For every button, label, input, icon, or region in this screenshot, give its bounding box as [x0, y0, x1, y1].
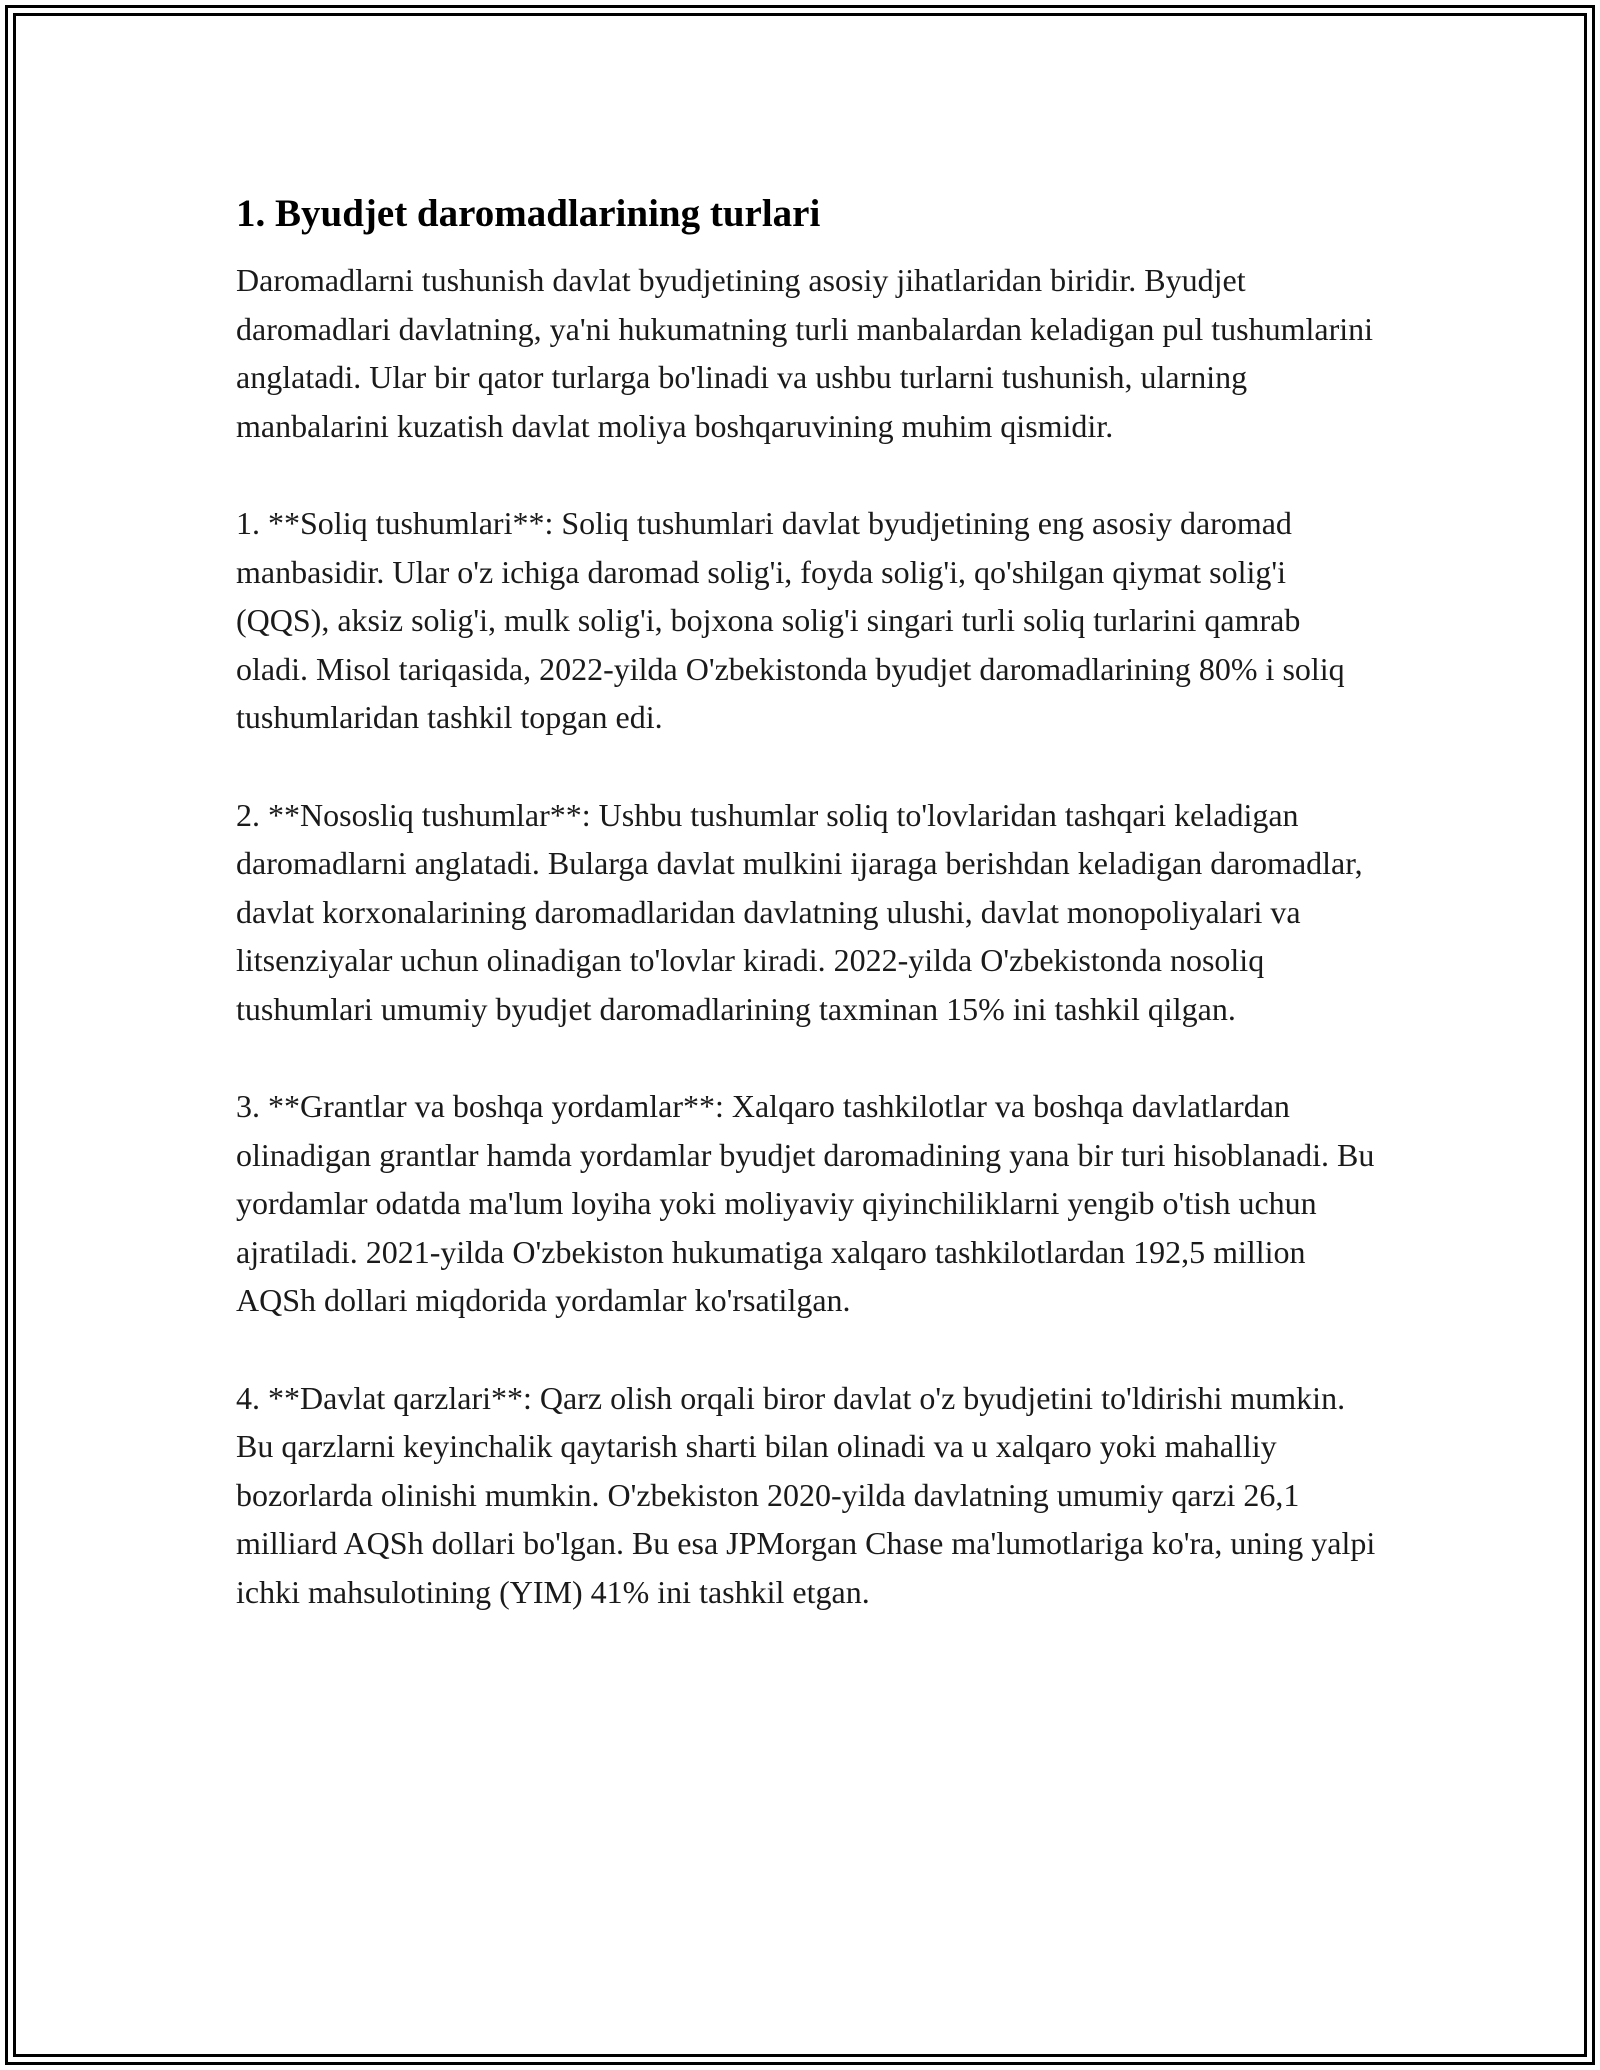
list-item-non-tax-revenue: 2. **Nososliq tushumlar**: Ushbu tushumlar soliq to'lovlaridan tashqari keladigan daromadlarni anglatadi. Bularga davlat mulkini ijaraga berishdan keladigan daromadlar, davlat korxonalarining daromadlaridan davlatning ulushi, davlat monopoliyalari va litsenziyalar uchun olinadigan to'lovlar kiradi. 2022-yilda O'zbekistonda nosoliq tushumlari umumiy byudjet daromadlarining taxminan 15% ini tashkil qilgan. — [236, 796, 1363, 1027]
list-item-tax-revenue: 1. **Soliq tushumlari**: Soliq tushumlari davlat byudjetining eng asosiy daromad manbasidir. Ular o'z ichiga daromad solig'i, foyda solig'i, qo'shilgan qiymat solig'i (QQS), aksiz solig'i, mulk solig'i, bojxona solig'i singari turli soliq turlarini qamrab oladi. Misol tariqasida, 2022-yilda O'zbekistonda byudjet daromadlarining 80% i soliq tushumlaridan tashkil topgan edi. — [236, 504, 1345, 736]
list-item-grants: 3. **Grantlar va boshqa yordamlar**: Xalqaro tashkilotlar va boshqa davlatlardan olinadigan grantlar hamda yordamlar byudjet daromadining yana bir turi hisoblanadi. Bu yordamlar odatda ma'lum loyiha yoki moliyaviy qiyinchiliklarni yengib o'tish uchun ajratiladi. 2021-yilda O'zbekiston hukumatiga xalqaro tashkilotlardan 192,5 million AQSh dollari miqdorida yordamlar ko'rsatilgan. — [236, 1088, 1375, 1319]
document-body — [236, 186, 1376, 1617]
list-item-state-debt: 4. **Davlat qarzlari**: Qarz olish orqali biror davlat o'z byudjetini to'ldirishi mumkin. Bu qarzlarni keyinchalik qaytarish sharti bilan olinadi va u xalqaro yoki mahalliy bozorlarda olinishi mumkin. O'zbekiston 2020-yilda davlatning umumiy qarzi 26,1 milliard AQSh dollari bo'lgan. Bu esa JPMorgan Chase ma'lumotlariga ko'ra, uning yalpi ichki mahsulotining (YIM) 41% ini tashkil etgan. — [236, 1379, 1376, 1611]
intro-paragraph: Daromadlarni tushunish davlat byudjetining asosiy jihatlaridan biridir. Byudjet daromadlari davlatning, ya'ni hukumatning turli manbalardan keladigan pul tushumlarini anglatadi. Ular bir qator turlarga bo'linadi va ushbu turlarni tushunish, ularning manbalarini kuzatish davlat moliya boshqaruvining muhim qismidir. — [236, 262, 1374, 444]
section-heading: 1. Byudjet daromadlarining turlari — [236, 192, 821, 235]
